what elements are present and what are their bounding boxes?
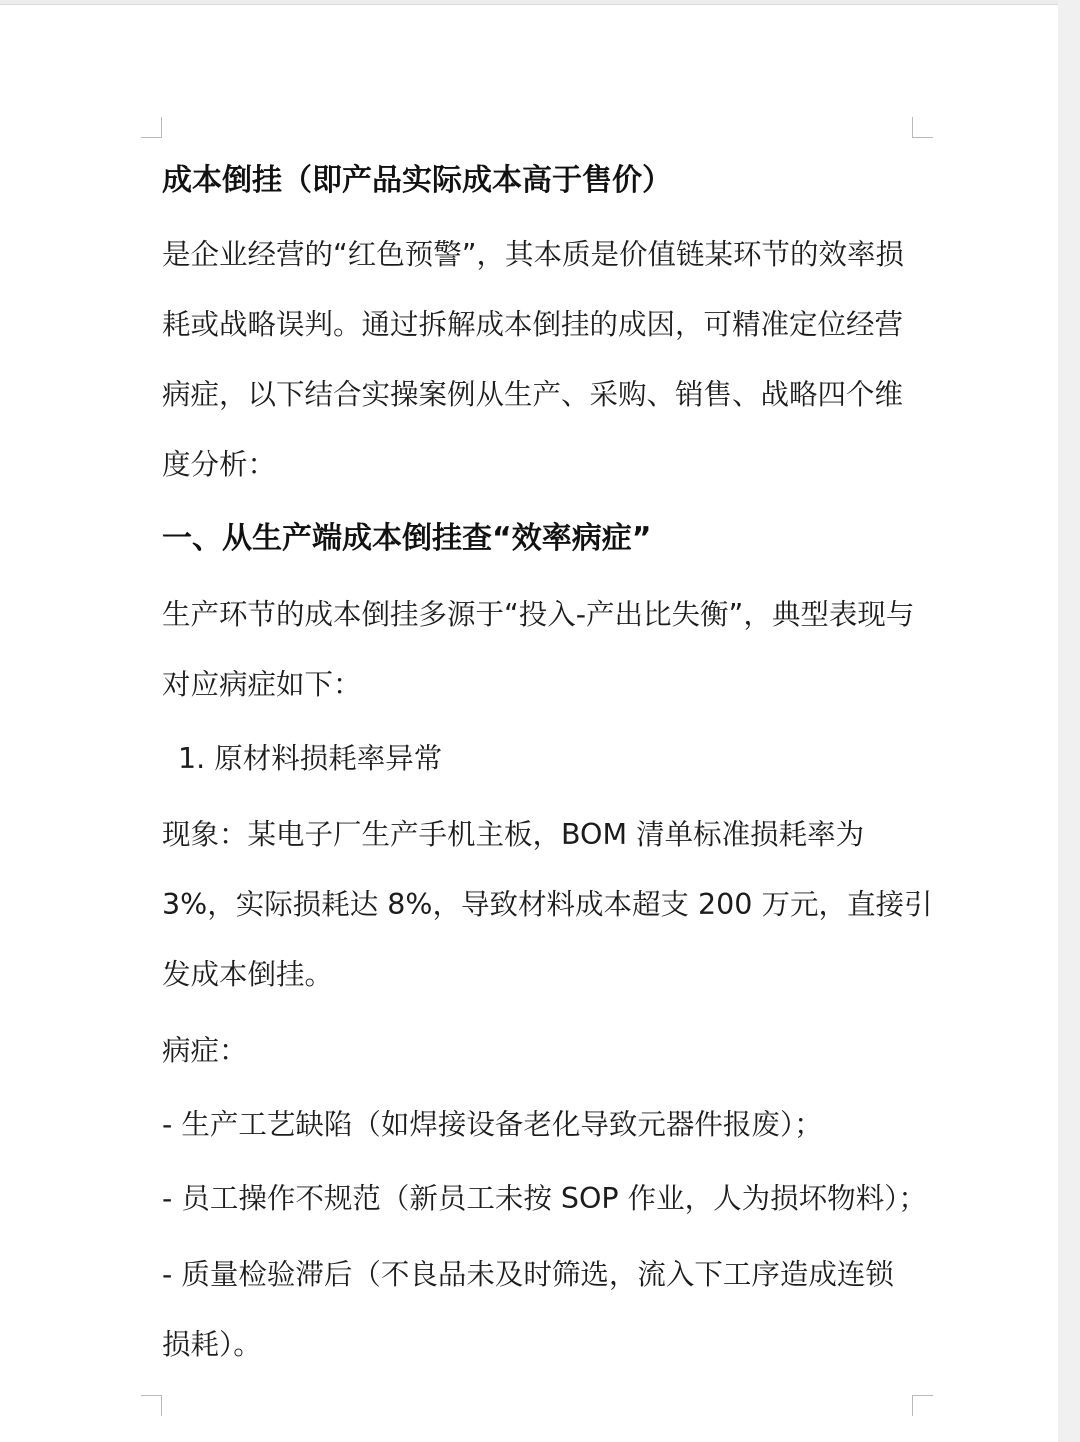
symptom-line-2: - 员工操作不规范（新员工未按 SOP 作业，人为损坏物料）；: [162, 1182, 927, 1215]
section-1-heading: 一、从生产端成本倒挂查“效率病症”: [162, 521, 652, 556]
page-corner-mark-bottom-right: [912, 1395, 933, 1416]
phenomenon-line-1: 现象：某电子厂生产手机主板，BOM 清单标准损耗率为: [162, 818, 865, 851]
page-corner-mark-top-right: [912, 117, 933, 138]
symptoms-label: 病症：: [162, 1034, 248, 1067]
page-corner-mark-bottom-left: [141, 1395, 162, 1416]
document-title: 成本倒挂（即产品实际成本高于售价）: [162, 163, 672, 198]
intro-line-3: 病症，以下结合实操案例从生产、采购、销售、战略四个维: [162, 378, 904, 411]
intro-line-1: 是企业经营的“红色预警”，其本质是价值链某环节的效率损: [162, 238, 905, 271]
document-page: [0, 4, 1058, 1442]
symptom-line-3: - 质量检验滞后（不良品未及时筛选，流入下工序造成连锁: [162, 1258, 894, 1291]
section-1-intro-line-1: 生产环节的成本倒挂多源于“投入-产出比失衡”，典型表现与: [162, 598, 915, 631]
section-1-intro-line-2: 对应病症如下：: [162, 668, 362, 701]
list-item-1-title: 1. 原材料损耗率异常: [178, 742, 443, 775]
phenomenon-line-3: 发成本倒挂。: [162, 958, 334, 991]
phenomenon-line-2: 3%，实际损耗达 8%，导致材料成本超支 200 万元，直接引: [162, 888, 933, 921]
page-corner-mark-top-left: [141, 117, 162, 138]
scroll-track[interactable]: [1058, 0, 1080, 1441]
intro-line-2: 耗或战略误判。通过拆解成本倒挂的成因，可精准定位经营: [162, 308, 904, 341]
symptom-line-4: 损耗）。: [162, 1328, 262, 1361]
intro-line-4: 度分析：: [162, 448, 277, 481]
symptom-line-1: - 生产工艺缺陷（如焊接设备老化导致元器件报废）；: [162, 1108, 823, 1141]
